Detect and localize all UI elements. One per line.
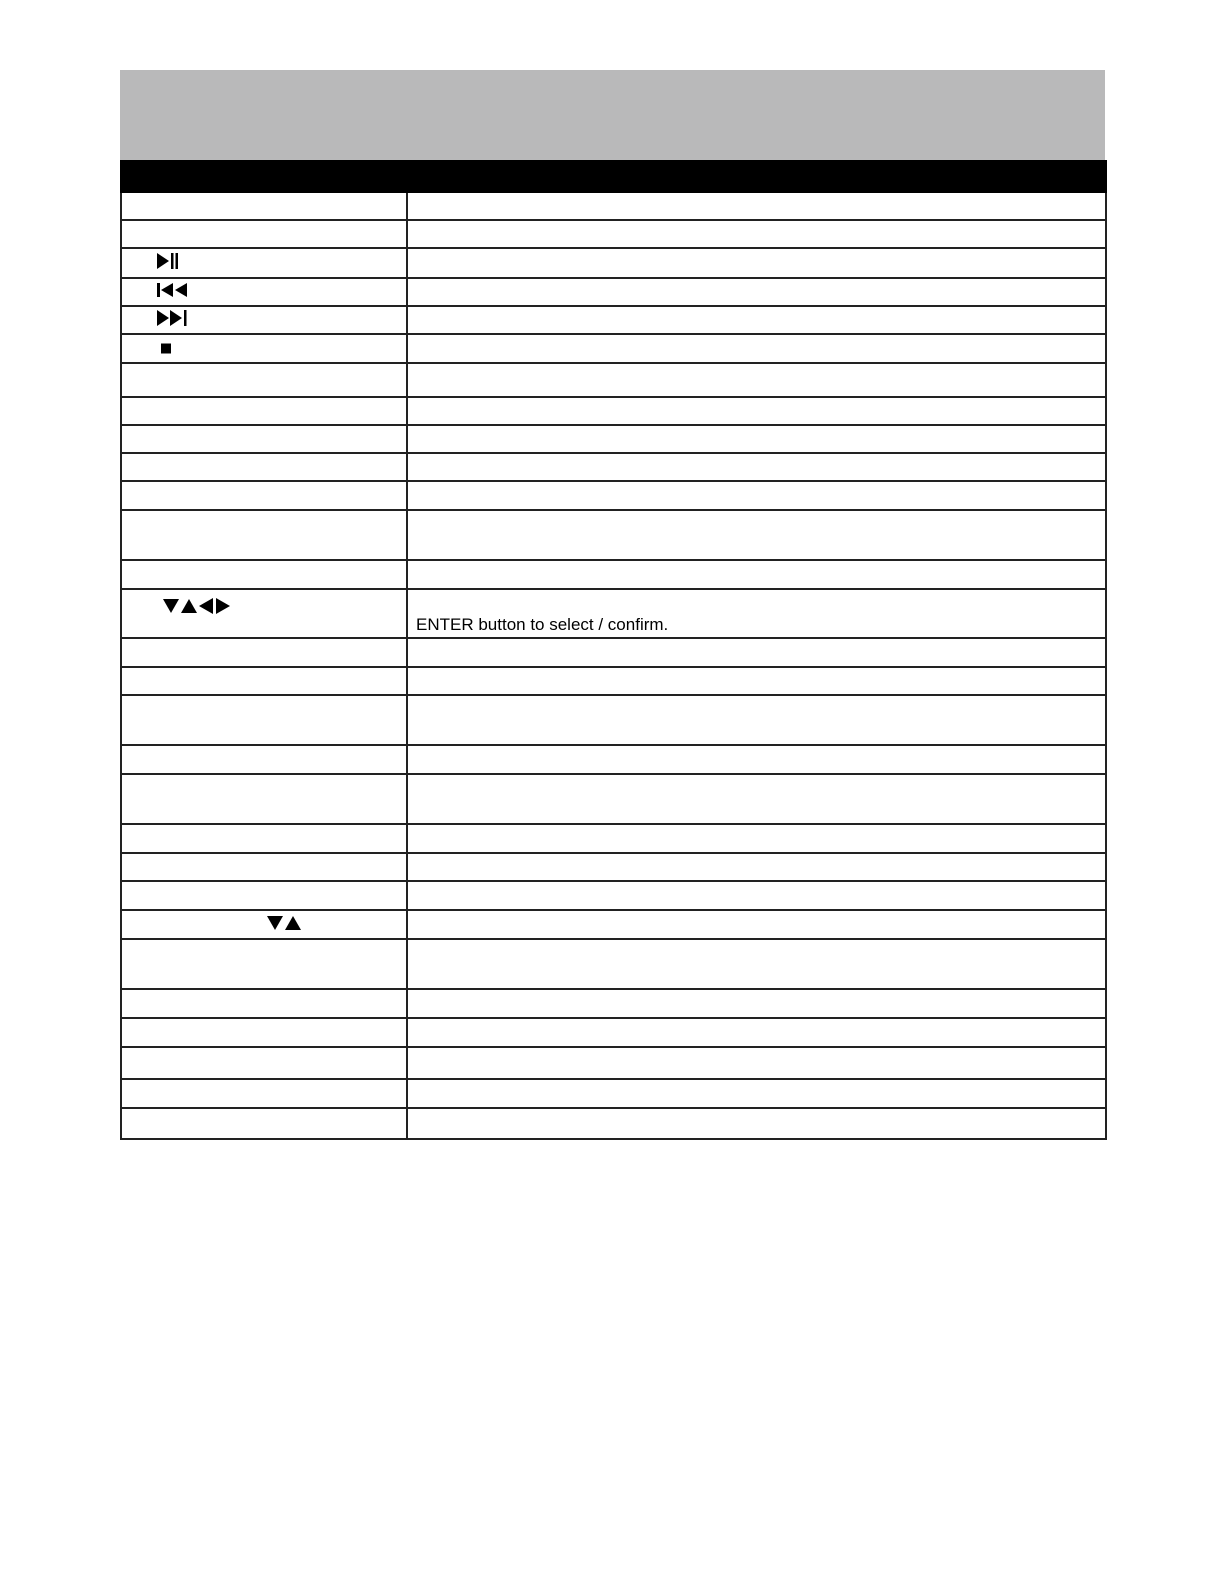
table-row bbox=[121, 989, 1106, 1018]
table-row bbox=[121, 248, 1106, 278]
description-cell bbox=[407, 1079, 1106, 1108]
description-cell bbox=[407, 363, 1106, 397]
button-cell bbox=[121, 306, 407, 334]
button-cell bbox=[121, 1108, 407, 1139]
table-row bbox=[121, 425, 1106, 453]
table-row bbox=[121, 853, 1106, 881]
button-cell bbox=[121, 989, 407, 1018]
description-cell bbox=[407, 989, 1106, 1018]
table-row bbox=[121, 939, 1106, 989]
description-cell bbox=[407, 910, 1106, 939]
description-cell bbox=[407, 638, 1106, 667]
button-cell bbox=[121, 695, 407, 745]
remote-functions-table bbox=[120, 160, 1107, 1140]
table-row bbox=[121, 278, 1106, 306]
table-row bbox=[121, 334, 1106, 363]
button-cell bbox=[121, 824, 407, 853]
table-header-row bbox=[121, 161, 1106, 192]
description-text: ENTER button to select / confirm. bbox=[416, 614, 669, 634]
description-cell bbox=[407, 774, 1106, 824]
button-cell bbox=[121, 510, 407, 560]
description-cell bbox=[407, 824, 1106, 853]
description-cell bbox=[407, 192, 1106, 220]
table-row bbox=[121, 1018, 1106, 1047]
button-cell bbox=[121, 853, 407, 881]
button-cell bbox=[121, 363, 407, 397]
description-cell bbox=[407, 560, 1106, 589]
table-row bbox=[121, 510, 1106, 560]
table-row bbox=[121, 1079, 1106, 1108]
table-row bbox=[121, 667, 1106, 695]
header-cell-description bbox=[407, 161, 1106, 192]
table-row bbox=[121, 397, 1106, 425]
button-cell bbox=[121, 910, 407, 939]
description-cell bbox=[407, 481, 1106, 510]
button-cell bbox=[121, 397, 407, 425]
table-row bbox=[121, 481, 1106, 510]
header-band bbox=[120, 70, 1105, 160]
button-cell bbox=[121, 192, 407, 220]
table-row bbox=[121, 220, 1106, 248]
description-cell bbox=[407, 425, 1106, 453]
header-cell-button bbox=[121, 161, 407, 192]
button-cell bbox=[121, 774, 407, 824]
description-cell bbox=[407, 334, 1106, 363]
description-cell bbox=[407, 881, 1106, 910]
description-cell bbox=[407, 510, 1106, 560]
button-cell bbox=[121, 425, 407, 453]
table-row bbox=[121, 695, 1106, 745]
button-cell bbox=[121, 220, 407, 248]
description-cell bbox=[407, 1108, 1106, 1139]
description-cell bbox=[407, 1047, 1106, 1079]
description-cell bbox=[407, 397, 1106, 425]
description-cell bbox=[407, 853, 1106, 881]
table-row bbox=[121, 910, 1106, 939]
table-row bbox=[121, 363, 1106, 397]
table-row bbox=[121, 745, 1106, 774]
table-row bbox=[121, 824, 1106, 853]
play-pause-icon bbox=[155, 252, 179, 274]
table-row bbox=[121, 453, 1106, 481]
button-cell bbox=[121, 1079, 407, 1108]
button-cell bbox=[121, 1018, 407, 1047]
button-cell bbox=[121, 589, 407, 638]
arrows-down-up-left-right-icon bbox=[162, 597, 232, 619]
table-row bbox=[121, 638, 1106, 667]
button-cell bbox=[121, 745, 407, 774]
description-cell bbox=[407, 939, 1106, 989]
table-row bbox=[121, 1108, 1106, 1139]
button-cell bbox=[121, 939, 407, 989]
previous-icon bbox=[155, 282, 189, 302]
stop-icon bbox=[160, 339, 172, 358]
description-cell bbox=[407, 745, 1106, 774]
description-cell bbox=[407, 220, 1106, 248]
description-cell bbox=[407, 278, 1106, 306]
description-cell bbox=[407, 248, 1106, 278]
description-cell bbox=[407, 667, 1106, 695]
button-cell bbox=[121, 667, 407, 695]
button-cell bbox=[121, 278, 407, 306]
description-cell bbox=[407, 695, 1106, 745]
table-row bbox=[121, 881, 1106, 910]
description-cell bbox=[407, 306, 1106, 334]
button-cell bbox=[121, 334, 407, 363]
table-row bbox=[121, 589, 1106, 638]
description-cell bbox=[407, 453, 1106, 481]
table-row bbox=[121, 1047, 1106, 1079]
button-cell bbox=[121, 560, 407, 589]
table-row bbox=[121, 306, 1106, 334]
description-cell bbox=[407, 1018, 1106, 1047]
table-row bbox=[121, 774, 1106, 824]
arrows-down-up-icon bbox=[265, 914, 303, 936]
button-cell bbox=[121, 638, 407, 667]
table-row bbox=[121, 192, 1106, 220]
button-cell bbox=[121, 248, 407, 278]
button-cell bbox=[121, 481, 407, 510]
button-cell bbox=[121, 1047, 407, 1079]
table-row bbox=[121, 560, 1106, 589]
next-icon bbox=[155, 309, 189, 331]
button-cell bbox=[121, 453, 407, 481]
description-cell bbox=[407, 589, 1106, 638]
button-cell bbox=[121, 881, 407, 910]
